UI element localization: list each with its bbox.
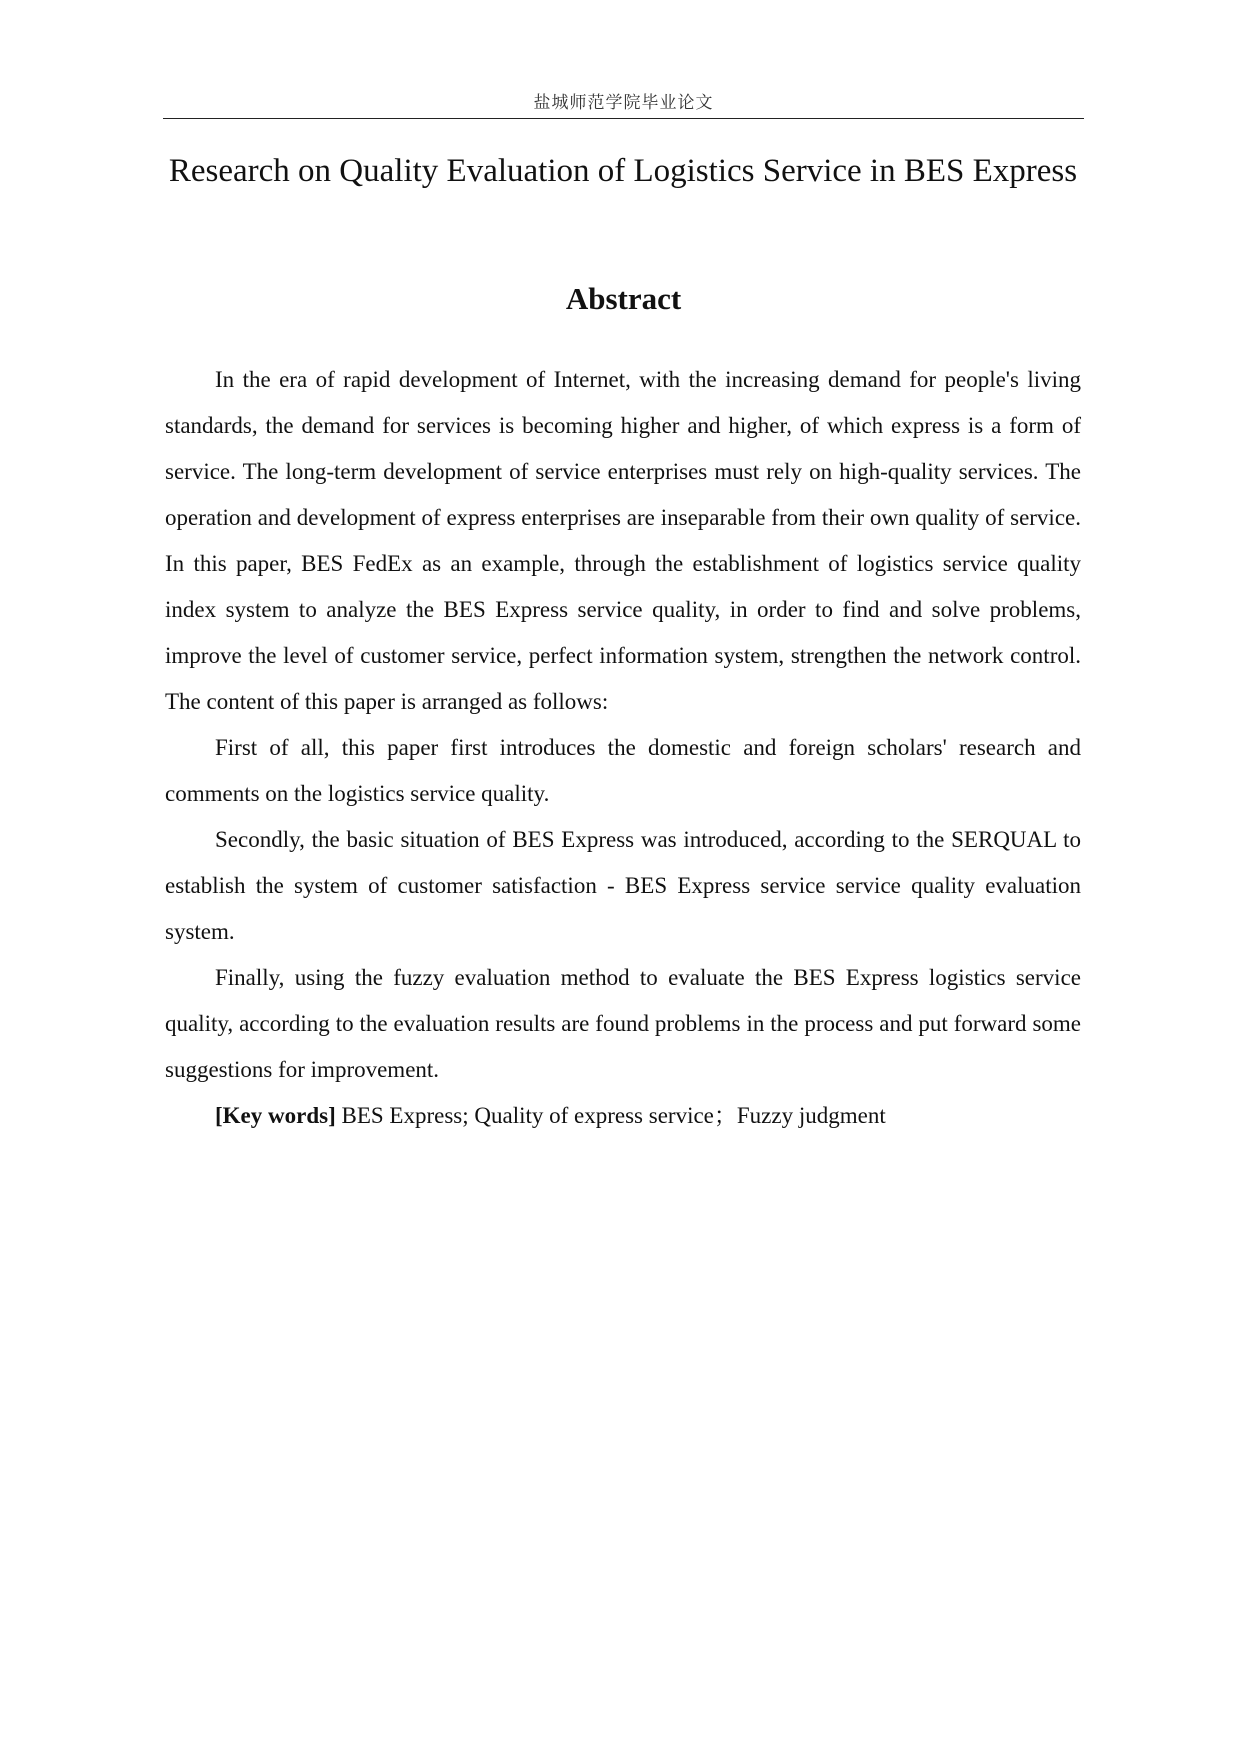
abstract-paragraph: First of all, this paper first introduces the domestic and foreign scholars' research and comments on the logistics service quality. bbox=[165, 735, 1081, 806]
abstract-body bbox=[165, 357, 1081, 1139]
header-rule bbox=[163, 118, 1084, 119]
keywords-line bbox=[165, 1093, 1081, 1139]
document-title: Research on Quality Evaluation of Logistics Service in BES Express bbox=[168, 153, 1078, 189]
keywords-label: [Key words] bbox=[215, 1103, 336, 1128]
abstract-heading: Abstract bbox=[565, 281, 682, 316]
abstract-paragraph: In the era of rapid development of Internet, with the increasing demand for people's living standards, the demand for services is becoming higher and higher, of which express is a form of service. The long-term development of service enterprises must rely on high-quality services. The operation and development of express enterprises are inseparable from their own quality of service. In this paper, BES FedEx as an example, through the establishment of logistics service quality index system to analyze the BES Express service quality, in order to find and solve problems, improve the level of customer service, perfect information system, strengthen the network control. The content of this paper is arranged as follows: bbox=[165, 367, 1081, 714]
abstract-paragraph: Finally, using the fuzzy evaluation method to evaluate the BES Express logistics service quality, according to the evaluation results are found problems in the process and put forward some suggestions for improvement. bbox=[165, 965, 1081, 1082]
abstract-paragraph: Secondly, the basic situation of BES Express was introduced, according to the SERQUAL to establish the system of customer satisfaction - BES Express service service quality evaluation system. bbox=[165, 827, 1081, 944]
running-header: 盐城师范学院毕业论文 bbox=[533, 93, 714, 113]
keywords-text: BES Express; Quality of express service；Fuzzy judgment bbox=[335, 1103, 886, 1128]
